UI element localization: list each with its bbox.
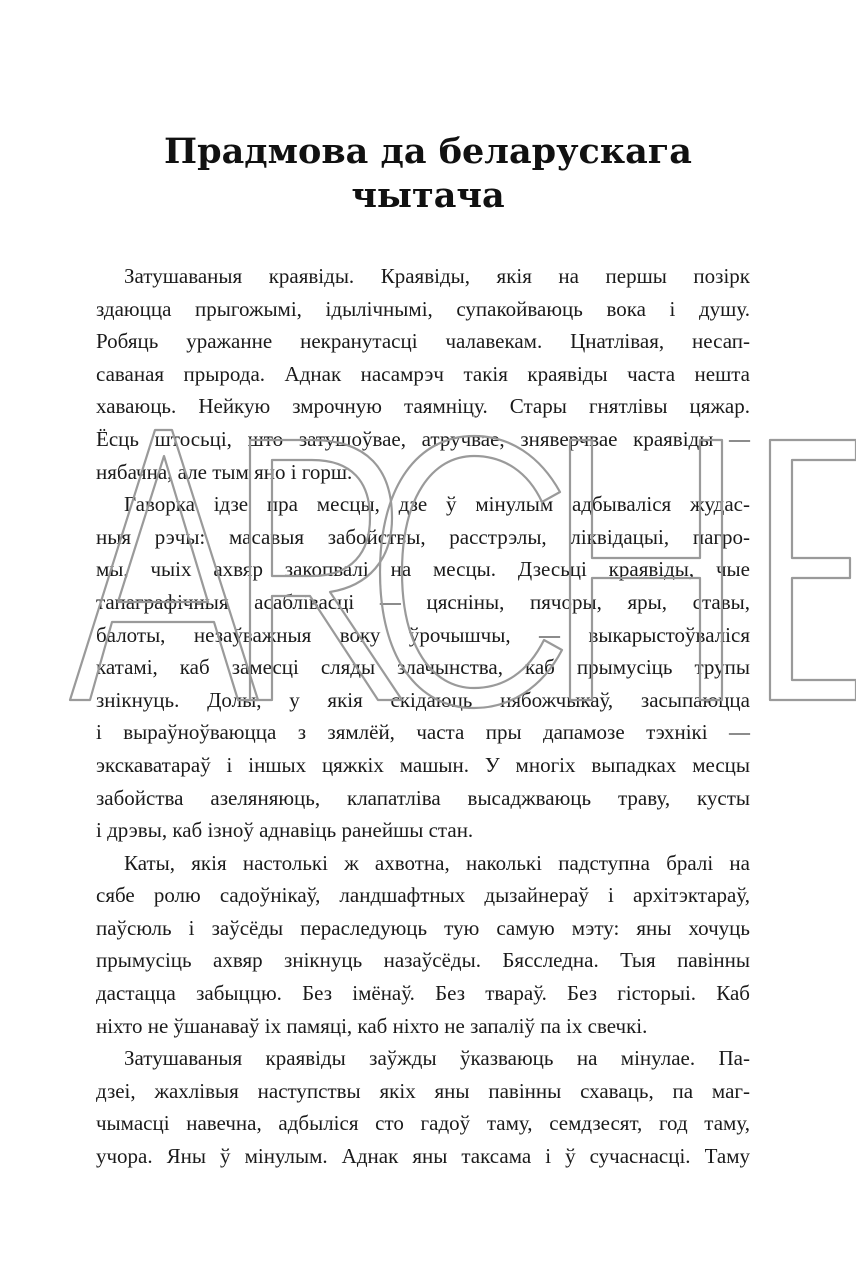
text-line: паўсюль і заўсёды пераследуюць тую самую мэту: яны хочуць bbox=[96, 915, 750, 940]
text-line: і выраўноўваюцца з зямлёй, часта пры дапамозе тэхнікі — bbox=[96, 720, 750, 745]
text-line: учора. Яны ў мінулым. Аднак яны таксама і ў сучаснасці. Таму bbox=[96, 1144, 750, 1169]
text-line: саваная прырода. Аднак насамрэч такія краявіды часта нешта bbox=[96, 361, 750, 386]
text-line: дзеі, жахлівыя наступствы якіх яны павінны схаваць, па маг- bbox=[96, 1078, 750, 1103]
text-line: і дрэвы, каб ізноў аднавіць ранейшы стан. bbox=[96, 818, 474, 843]
text-line: катамі, каб замесці сляды злачынства, каб прымусіць трупы bbox=[96, 655, 750, 680]
text-line: балоты, незаўважныя воку ўрочышчы, — выкарыстоўваліся bbox=[96, 622, 750, 647]
body-text bbox=[96, 260, 750, 1173]
watermark-letter-e bbox=[770, 440, 856, 700]
chapter-title-line-2: чытача bbox=[351, 175, 505, 216]
text-line: ныя рэчы: масавыя забойствы, расстрэлы, ліквідацыі, пагро- bbox=[96, 524, 750, 549]
text-line: сябе ролю садоўнікаў, ландшафтных дызайнераў і архітэктараў, bbox=[96, 883, 750, 908]
text-line: знікнуць. Долы, у якія скідаюць нябожчыкаў, засыпаюцца bbox=[96, 687, 750, 712]
text-line: мы, чыіх ахвяр закопвалі на месцы. Дзесьці краявіды, чые bbox=[96, 557, 750, 582]
text-line: прымусіць ахвяр знікнуць назаўсёды. Бясследна. Тыя павінны bbox=[96, 948, 750, 973]
text-line: ніхто не ўшанаваў іх памяці, каб ніхто не запаліў па іх свечкі. bbox=[96, 1013, 648, 1038]
text-line: чымасці навечна, адбыліся сто гадоў таму, семдзесят, год таму, bbox=[96, 1111, 750, 1136]
text-line: Каты, якія настолькі ж ахвотна, наколькі падступна бралі на bbox=[124, 850, 750, 875]
text-line: здаюцца прыгожымі, ідылічнымі, супакойваюць вока і душу. bbox=[96, 296, 750, 321]
text-line: хаваюць. Нейкую змрочную таямніцу. Стары гнятлівы цяжар. bbox=[96, 394, 750, 419]
text-line: экскаватараў і іншых цяжкіх машын. У многіх выпадках месцы bbox=[96, 752, 750, 777]
chapter-title bbox=[0, 130, 856, 218]
text-line: Затушаваныя краявіды заўжды ўказваюць на мінулае. Па- bbox=[124, 1046, 750, 1071]
text-line: тапаграфічныя асаблівасці — цясніны, пячоры, яры, ставы, bbox=[96, 589, 750, 614]
text-line: Затушаваныя краявіды. Краявіды, якія на першы позірк bbox=[124, 264, 750, 288]
text-line: забойства азеляняюць, клапатліва высаджваюць траву, кусты bbox=[96, 785, 750, 810]
text-line: нябачна, але тым яно і горш. bbox=[96, 459, 353, 484]
text-line: дастацца забыццю. Без імёнаў. Без твараў. Без гісторыі. Каб bbox=[96, 981, 750, 1006]
text-line: Гаворка ідзе пра месцы, дзе ў мінулым адбываліся жудас- bbox=[124, 492, 750, 517]
text-line: Ёсць штосьці, што затушоўвае, атручвае, зняверчвае краявіды — bbox=[96, 426, 750, 451]
text-line: Робяць уражанне некранутасці чалавекам. Цнатлівая, несап- bbox=[96, 329, 750, 354]
chapter-title-line-1: Прадмова да беларускага bbox=[164, 131, 692, 172]
